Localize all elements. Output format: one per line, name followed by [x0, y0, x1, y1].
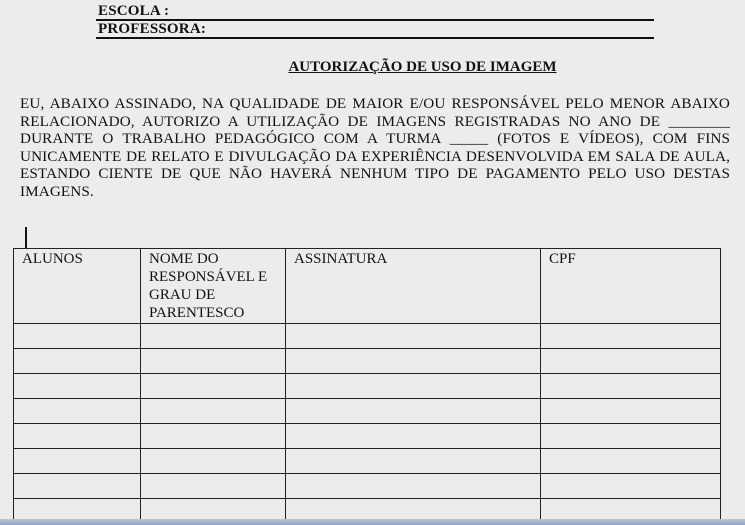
table-row [14, 324, 721, 349]
table-cell[interactable] [541, 324, 721, 349]
table-cell[interactable] [14, 349, 141, 374]
table-cell[interactable] [141, 324, 286, 349]
table-cell[interactable] [14, 324, 141, 349]
window-bottom-edge [0, 519, 745, 525]
school-label: ESCOLA : [98, 3, 170, 19]
table-cell[interactable] [14, 399, 141, 424]
table-row [14, 399, 721, 424]
table-cell[interactable] [541, 399, 721, 424]
column-header-students: ALUNOS [14, 249, 141, 324]
table-cell[interactable] [14, 374, 141, 399]
table-cell[interactable] [541, 474, 721, 499]
table-cell[interactable] [141, 424, 286, 449]
table-cell[interactable] [541, 449, 721, 474]
table-row [14, 474, 721, 499]
student-table [13, 248, 721, 524]
document-title: AUTORIZAÇÃO DE USO DE IMAGEM [288, 59, 557, 75]
table-cell[interactable] [286, 449, 541, 474]
table-cell[interactable] [14, 474, 141, 499]
column-header-cpf: CPF [541, 249, 721, 324]
table-header-row [14, 249, 721, 324]
table-cell[interactable] [286, 349, 541, 374]
table-row [14, 349, 721, 374]
table-cell[interactable] [286, 374, 541, 399]
table-cell[interactable] [541, 374, 721, 399]
table-cell[interactable] [286, 399, 541, 424]
column-header-guardian: NOME DO RESPONSÁVEL E GRAU DE PARENTESCO [141, 249, 286, 324]
table-row [14, 374, 721, 399]
table-cell[interactable] [286, 474, 541, 499]
table-cell[interactable] [14, 449, 141, 474]
teacher-label: PROFESSORA: [98, 21, 207, 37]
table-cell[interactable] [541, 349, 721, 374]
teacher-field [96, 21, 654, 39]
table-cell[interactable] [286, 324, 541, 349]
table-cell[interactable] [141, 449, 286, 474]
table-cell[interactable] [141, 374, 286, 399]
text-cursor [25, 227, 27, 249]
table-cell[interactable] [141, 474, 286, 499]
table-row [14, 449, 721, 474]
table-row [14, 424, 721, 449]
table-cell[interactable] [14, 424, 141, 449]
authorization-text: EU, ABAIXO ASSINADO, NA QUALIDADE DE MAIOR E/OU RESPONSÁVEL PELO MENOR ABAIXO RELACIONADO, AUTORIZO A UTILIZAÇÃO DE IMAGENS REGISTRADAS NO ANO DE ________ DURANTE O TRABALHO PEDAGÓGICO COM A TURMA _____ (FOTOS E VÍDEOS), COM FINS UNICAMENTE DE RELATO E DIVULGAÇÃO DA EXPERIÊNCIA DESENVOLVIDA EM SALA DE AULA, ESTANDO CIENTE DE QUE NÃO HAVERÁ NENHUM TIPO DE PAGAMENTO PELO USO DESTAS IMAGENS. [20, 95, 730, 200]
table-cell[interactable] [141, 349, 286, 374]
school-field [96, 3, 654, 21]
table-cell[interactable] [141, 399, 286, 424]
table-cell[interactable] [541, 424, 721, 449]
table-cell[interactable] [286, 424, 541, 449]
column-header-signature: ASSINATURA [286, 249, 541, 324]
